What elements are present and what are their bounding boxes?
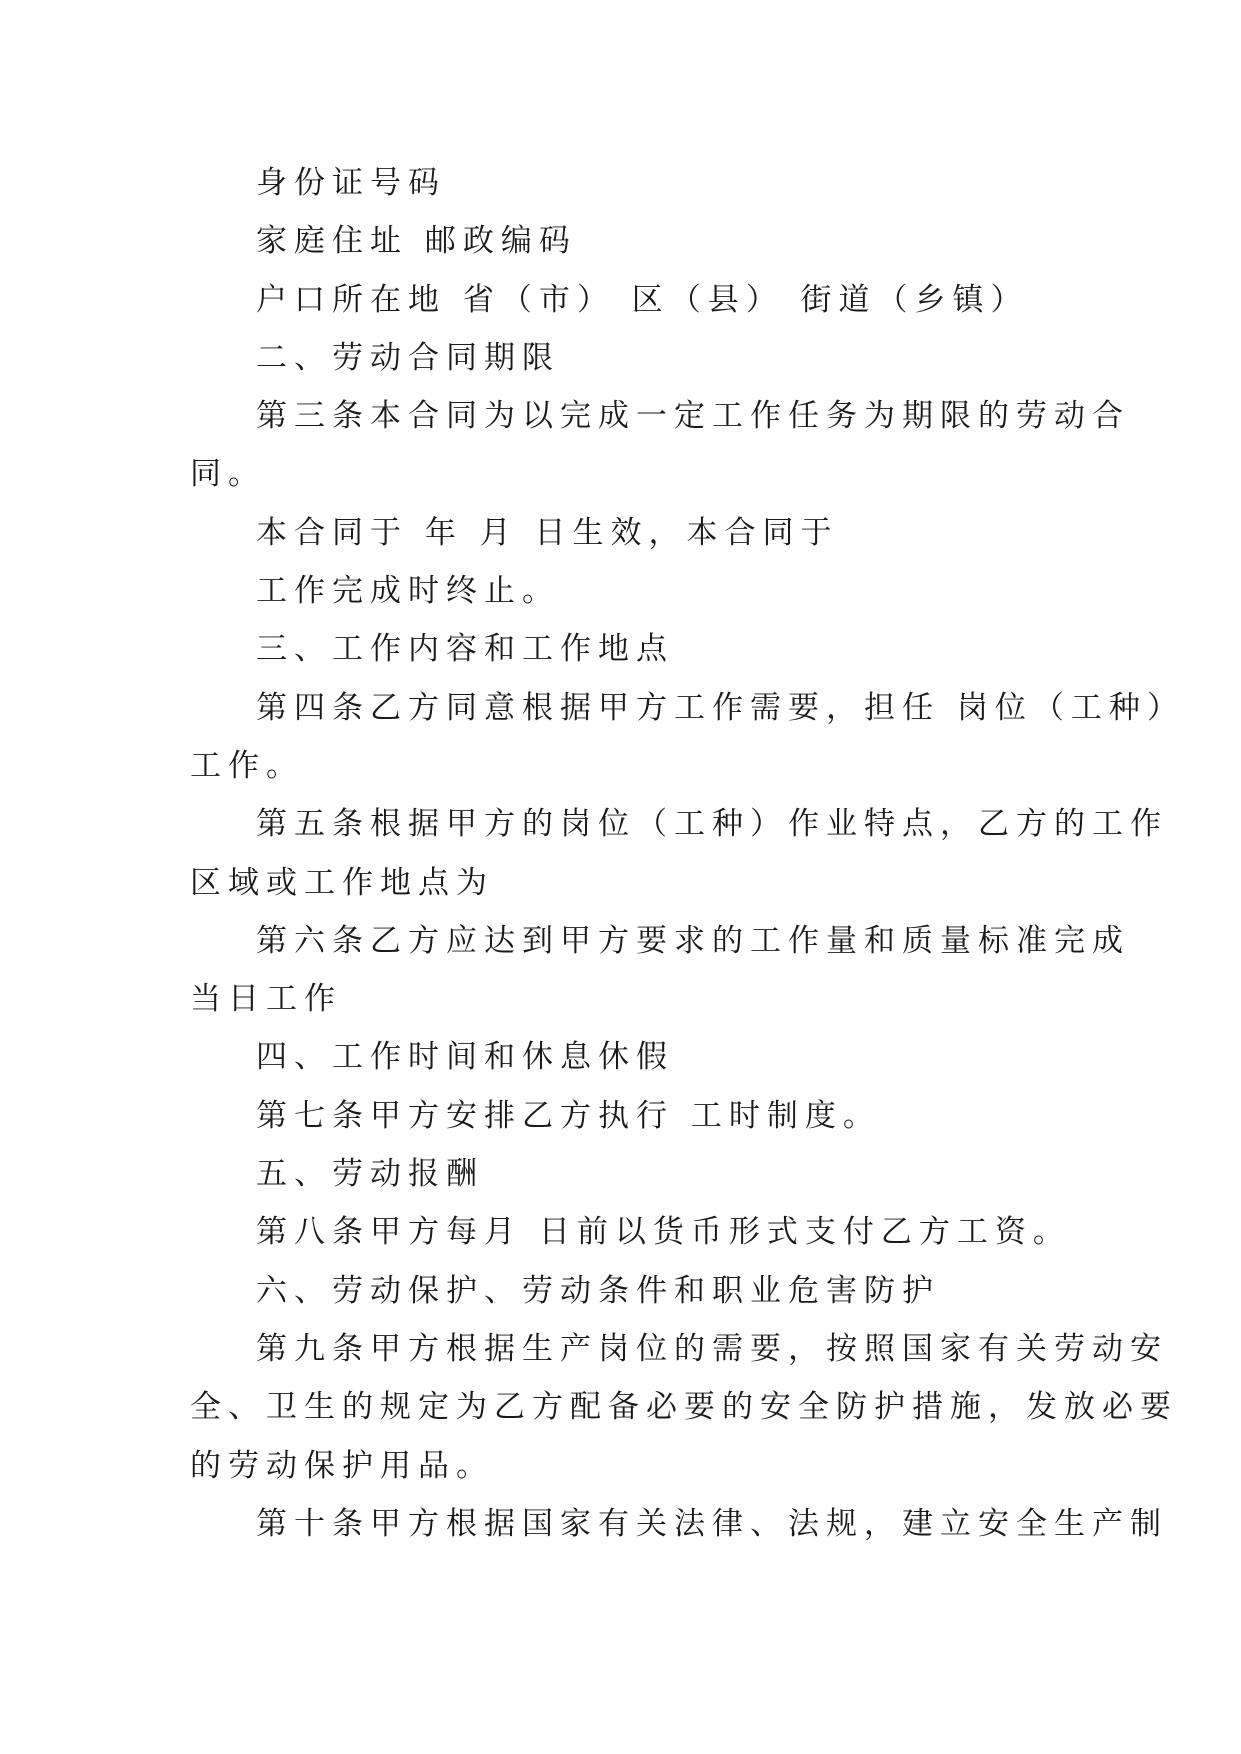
document-line: 第十条甲方根据国家有关法律、法规，建立安全生产制: [256, 1505, 1168, 1542]
document-line: 二、劳动合同期限: [256, 339, 560, 376]
document-line: 三、工作内容和工作地点: [256, 631, 674, 668]
document-line: 四、工作时间和休息休假: [256, 1039, 674, 1076]
document-body: [190, 154, 1185, 1553]
document-line: 第九条甲方根据生产岗位的需要，按照国家有关劳动安: [256, 1330, 1168, 1367]
document-line: 六、劳动保护、劳动条件和职业危害防护: [256, 1272, 940, 1309]
document-line: 第四条乙方同意根据甲方工作需要，担任 岗位（工种）: [256, 689, 1185, 726]
document-line: 身份证号码: [256, 165, 446, 201]
document-line: 第三条本合同为以完成一定工作任务为期限的劳动合: [256, 398, 1130, 435]
document-line: 当日工作: [190, 981, 342, 1018]
document-line: 户口所在地 省（市） 区（县） 街道（乡镇）: [256, 281, 1029, 318]
document-line: 第六条乙方应达到甲方要求的工作量和质量标准完成: [256, 922, 1130, 959]
document-line: 全、卫生的规定为乙方配备必要的安全防护措施，发放必要: [190, 1389, 1178, 1426]
document-line: 第七条甲方安排乙方执行 工时制度。: [256, 1097, 881, 1134]
document-line: 本合同于 年 月 日生效，本合同于: [256, 514, 839, 551]
document-line: 的劳动保护用品。: [190, 1447, 494, 1484]
document-line: 第八条甲方每月 日前以货币形式支付乙方工资。: [256, 1214, 1071, 1251]
document-line: 工作。: [190, 747, 304, 784]
document-line: 五、劳动报酬: [256, 1156, 484, 1193]
document-line: 第五条根据甲方的岗位（工种）作业特点，乙方的工作: [256, 806, 1168, 843]
document-line: 区域或工作地点为: [190, 864, 494, 901]
document-line: 工作完成时终止。: [256, 573, 560, 610]
document-line: 家庭住址 邮政编码: [256, 223, 577, 260]
document-line: 同。: [190, 456, 266, 493]
